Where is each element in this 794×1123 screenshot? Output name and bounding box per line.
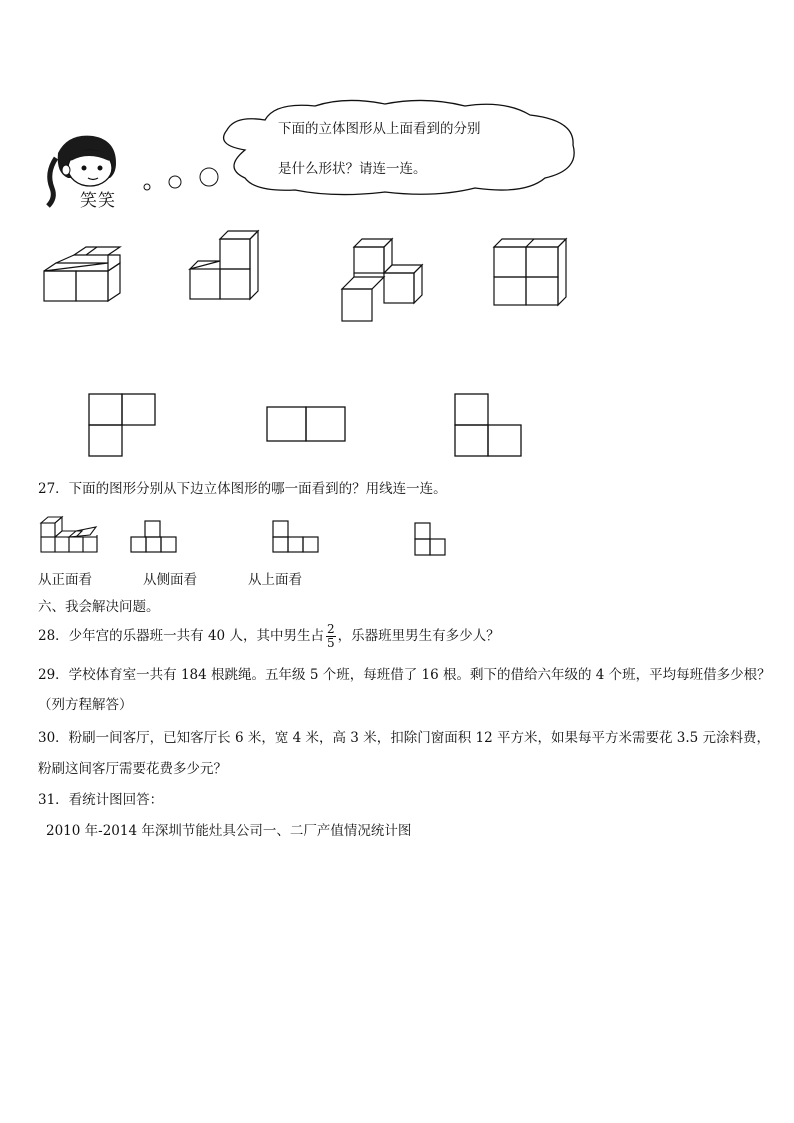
q27-label-side: 从侧面看 <box>143 572 197 588</box>
q27-label-top: 从上面看 <box>248 572 302 588</box>
character-name-label: 笑笑 <box>80 191 116 211</box>
top-view-shape-3 <box>453 392 525 458</box>
solid-figure-1 <box>40 245 125 305</box>
question-29-note: （列方程解答） <box>38 697 133 713</box>
fraction-two-fifths: $\frac{2}{5}$ <box>326 622 335 650</box>
q28-text-after: ，乐器班里男生有多少人？ <box>337 628 500 644</box>
question-30-line-1: 30．粉刷一间客厅，已知客厅长 6 米，宽 4 米，高 3 米，扣除门窗面积 12 平方米，如果每平方米需要花 3.5 元涂料费， <box>38 730 771 746</box>
q27-view-shape-3 <box>414 521 450 559</box>
bubble-line-2: 是什么形状？请连一连。 <box>278 161 427 177</box>
top-view-shape-1 <box>87 392 159 458</box>
solid-figure-3 <box>338 235 433 327</box>
section-6-title: 六、我会解决问题。 <box>38 599 160 615</box>
question-27: 27．下面的图形分别从下边立体图形的哪一面看到的？用线连一连。 <box>38 481 447 497</box>
q27-view-shape-2 <box>272 519 322 555</box>
thought-bubble <box>135 100 595 200</box>
q27-label-front: 从正面看 <box>38 572 92 588</box>
question-28 <box>38 621 500 651</box>
chart-title: 2010 年-2014 年深圳节能灶具公司一、二厂产值情况统计图 <box>46 823 412 839</box>
q27-solid-figure <box>38 513 100 555</box>
bubble-line-1: 下面的立体图形从上面看到的分别 <box>278 121 481 137</box>
solid-figure-2 <box>186 225 266 303</box>
top-view-shape-2 <box>265 405 347 443</box>
question-30-line-2: 粉刷这间客厅需要花费多少元？ <box>38 761 227 777</box>
question-31: 31．看统计图回答： <box>38 792 164 808</box>
question-29: 29．学校体育室一共有 184 根跳绳。五年级 5 个班，每班借了 16 根。剩下的借给六年级的 4 个班，平均每班借多少根？ <box>38 667 771 683</box>
q27-view-shape-1 <box>130 519 178 555</box>
solid-figure-4 <box>490 235 570 310</box>
q28-text-before: 28．少年宫的乐器班一共有 40 人，其中男生占 <box>38 628 324 644</box>
